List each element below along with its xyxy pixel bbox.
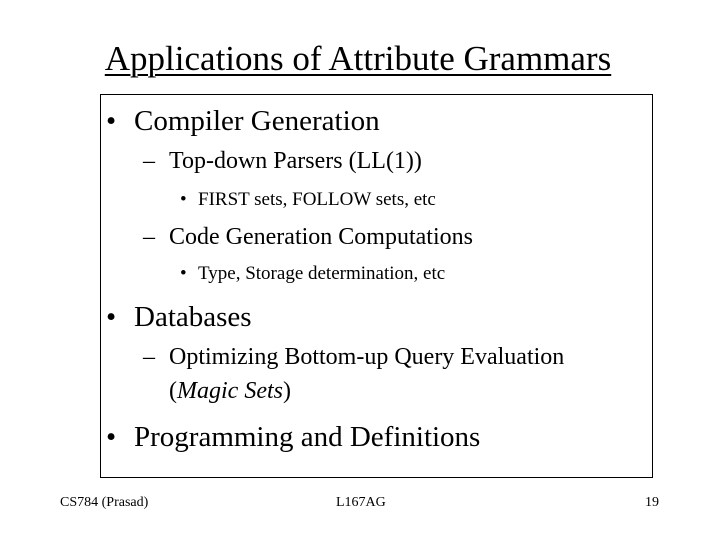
item-label: Code Generation Computations <box>169 224 473 250</box>
slide-title <box>0 38 716 80</box>
bullet-icon: • <box>106 301 117 333</box>
bullet-icon: • <box>180 263 187 284</box>
sub-item-optimizing-query <box>143 342 564 372</box>
bullet-item-databases <box>106 300 252 334</box>
item-label: Top-down Parsers (LL(1)) <box>169 148 422 174</box>
magic-sets-open-paren: ( <box>169 378 177 404</box>
sub-item-code-generation <box>143 222 473 252</box>
magic-sets-close-paren: ) <box>282 378 291 404</box>
magic-sets-label: Magic Sets <box>177 378 283 404</box>
sub-item-magic-sets <box>169 376 291 406</box>
item-label: Optimizing Bottom-up Query Evaluation <box>169 344 565 370</box>
footer-course: CS784 (Prasad) <box>60 495 149 510</box>
footer-lecture: L167AG <box>336 495 386 510</box>
bullet-icon: • <box>180 189 187 210</box>
dash-icon: – <box>143 344 155 370</box>
item-label: FIRST sets, FOLLOW sets, etc <box>198 189 436 210</box>
sub-item-top-down-parsers <box>143 146 422 176</box>
bullet-icon: • <box>106 421 117 453</box>
item-label: Programming and Definitions <box>134 421 481 453</box>
dash-icon: – <box>143 148 155 174</box>
dash-icon: – <box>143 224 155 250</box>
slide-title-text: Applications of Attribute Grammars <box>104 39 612 78</box>
sub-sub-item-type-storage <box>180 262 445 286</box>
bullet-item-compiler-generation <box>106 104 380 138</box>
item-label: Databases <box>134 301 252 333</box>
footer-page-number: 19 <box>645 495 659 510</box>
item-label: Type, Storage determination, etc <box>198 263 446 284</box>
bullet-item-programming-definitions <box>106 420 480 454</box>
sub-sub-item-first-follow <box>180 188 436 212</box>
bullet-icon: • <box>106 105 117 137</box>
item-label: Compiler Generation <box>134 105 380 137</box>
